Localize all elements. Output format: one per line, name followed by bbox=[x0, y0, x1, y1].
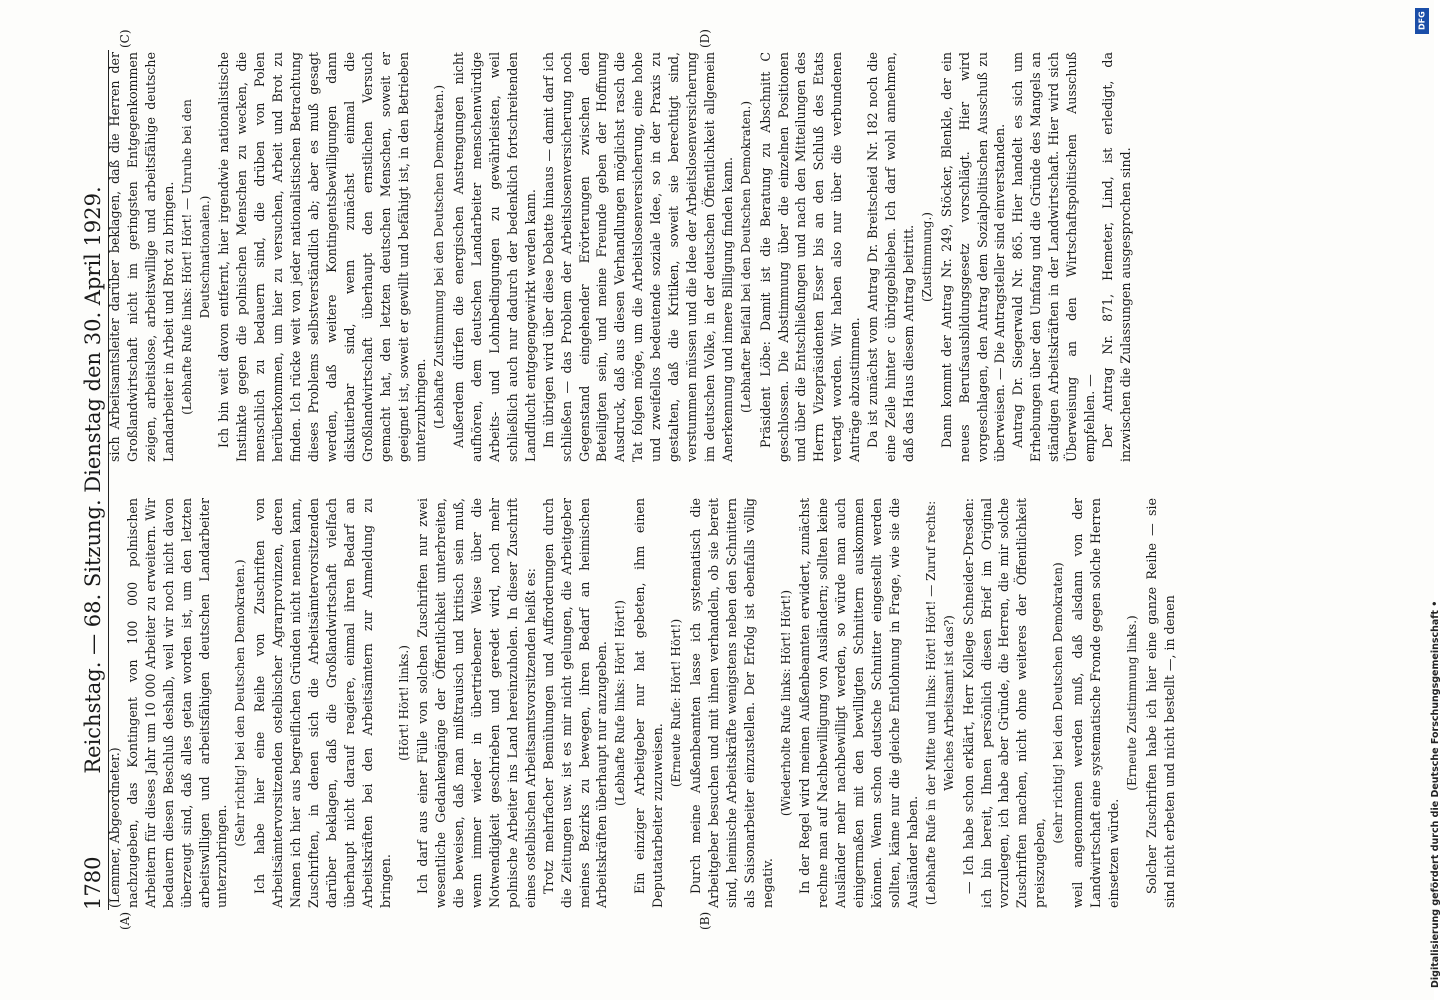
quoted-paragraph: Ein einziger Arbeitgeber nur hat gebeten, ihm einen Deputatarbeiter zuzuweisen. bbox=[632, 498, 666, 908]
right-text-column bbox=[106, 52, 1306, 462]
digitization-credit bbox=[1412, 8, 1441, 998]
page-header bbox=[78, 50, 109, 910]
margin-marker-a: (A) bbox=[118, 911, 132, 930]
interjection: (Lebhafte Rufe in der Mitte und links: Hört! Hört! — Zuruf rechts: Welches Arbeitsamt ist das?) bbox=[923, 500, 956, 906]
paragraph: weil angenommen werden muß, daß alsdann von der Landwirtschaft eine systematische Fronde gegen solche Herren einsetzen würde. bbox=[1070, 498, 1121, 908]
margin-marker-d: (D) bbox=[698, 29, 712, 48]
paragraph: Da ist zunächst vom Antrag Dr. Breitscheid Nr. 182 noch die eine Zeile hinter c übriggeblieben. Ich darf wohl annehmen, daß das Haus diesem Antrag beitritt. bbox=[865, 52, 916, 462]
paragraph: Im übrigen wird über diese Debatte hinaus — damit darf ich schließen — das Problem der Arbeitslosenversicherung noch Gegenstand eingehender Erörterungen zwischen den Beteiligten sein, und meine Freunde geben der Hoffnung Ausdruck, daß aus diesen Verhandlungen möglichst rasch die Tat folgen möge, um die Arbeitslosenversicherung, eine hohe und zweifellos bedeutende soziale Idee, so in der Praxis zu gestalten, daß die Kritiken, soweit sie berechtigt sind, verstummen müssen und die Idee der Arbeitslosenversicherung im deutschen Volke, in der deutschen Öffentlichkeit allgemein Anerkennung und innere Billigung finden kann. bbox=[540, 52, 735, 462]
quoted-paragraph: Durch meine Außenbeamten lasse ich systematisch die Arbeitgeber besuchen und mit ihnen verhandeln, ob sie bereit sind, heimische Arbeitskräfte wenigstens neben den Schnittern als Saisonarbeiter einzustellen. Der Erfolg ist ebenfalls völlig negativ. bbox=[688, 498, 775, 908]
interjection: (Sehr richtig! bei den Deutschen Demokraten.) bbox=[233, 559, 248, 847]
interjection: (Lebhafter Beifall bei den Deutschen Demokraten.) bbox=[738, 101, 753, 413]
page-number: 1780 bbox=[81, 856, 105, 910]
paragraph: Ich habe hier eine Reihe von Zuschriften von Arbeitsämtervorsitzenden ostelbischer Agrarprovinzen, deren Namen ich hier aus begreiflichen Gründen nicht nennen kann, Zuschriften, in denen sich die Arbeitsämtervorsitzenden darüber beklagen, daß die Großlandwirtschaft vielfach überhaupt nicht darauf reagiere, einmal ihren Bedarf an Arbeitskräften bei den Arbeitsämtern zur Anmeldung zu bringen. bbox=[252, 498, 393, 908]
interjection: (Lebhafte Zustimmung bei den Deutschen Demokraten.) bbox=[432, 85, 447, 430]
speaker-line: (Lemmer, Abgeordneter.) bbox=[107, 747, 122, 908]
session-title: Reichstag. — 68. Sitzung. Dienstag den 30. April 1929. bbox=[81, 186, 105, 774]
paragraph: — Ich habe schon erklärt, Herr Kollege Schneider-Dresden: ich bin bereit, Ihnen persönlich diesen Brief im Original vorzulegen, ich habe aber Gründe, die Herren, die mir solche Zuschriften machen, nicht ohne weiteres der Öffentlichkeit preiszugeben, bbox=[960, 498, 1048, 908]
president-statement: Präsident Löbe: Damit ist die Beratung zu Abschnitt C geschlossen. Die Abstimmung über die einzelnen Positionen und über die Entschließungen und nach den Mitteilungen des Herrn Vizepräsidenten Esser bis an den Schluß des Etats vertagt worden. Wir haben also nur über die verbundenen Anträge abzustimmen. bbox=[757, 52, 863, 462]
rotated-document-page bbox=[10, 0, 1410, 960]
paragraph: Ich bin weit davon entfernt, hier irgendwie nationalistische Instinkte gegen die polnischen Menschen zu wecken, die menschlich zu bedauern sind, die drüben von Polen herüberkommen, um hier zu versuchen, Arbeit und Brot zu finden. Ich rücke weit von jeder nationalistischen Betrachtung dieses Problems selbstverständlich ab; aber es muß gesagt werden, daß weitere Kontingentsbewilligungen dann diskutierbar sind, wenn zunächst einmal die Großlandwirtschaft überhaupt den ernstlichen Versuch gemacht hat, den letzten deutschen Menschen, soweit er geeignet ist, soweit er gewillt und befähigt ist, in den Betrieben unterzubringen. bbox=[216, 52, 429, 462]
paragraph: sich Arbeitsamtsleiter darüber beklagen, daß die Herren der Großlandwirtschaft nicht im geringsten Entgegenkommen zeigen, arbeitslose, arbeitswillige und arbeitsfähige deutsche Landarbeiter in Arbeit und Brot zu bringen. bbox=[107, 52, 176, 462]
paragraph: Ich darf aus einer Fülle von solchen Zuschriften nur zwei wesentliche Gedankengänge der Öffentlichkeit unterbreiten, die beweisen, daß man mißtrauisch und kritisch sein muß, wenn immer wieder in übertriebener Weise über die Notwendigkeit geschrieben und geredet wird, noch mehr polnische Arbeiter ins Land hereinzuholen. In dieser Zuschrift eines ostelbischen Arbeitsamtsvorsitzenden heißt es: bbox=[415, 498, 538, 908]
paragraph: nachzugeben, das Kontingent von 100 000 polnischen Arbeitern für dieses Jahr um 10 000 Arbeiter zu erweitern. Wir bedauern diesen Beschluß deshalb, weil wir noch nicht davon überzeugt sind, daß alles getan worden ist, um den letzten arbeitswilligen und arbeitsfähigen deutschen Landarbeiter unterzubringen. bbox=[124, 498, 230, 908]
paragraph: Solcher Zuschriften habe ich hier eine ganze Reihe — sie sind nicht erbeten und nicht bestellt —, in denen bbox=[1143, 498, 1177, 908]
interjection: (sehr richtig! bei den Deutschen Demokraten) bbox=[1051, 562, 1066, 844]
interjection: (Zustimmung.) bbox=[919, 212, 934, 302]
digitization-credit-text: Digitalisierung gefördert durch die Deutsche Forschungsgemeinschaft • bbox=[1430, 600, 1441, 988]
interjection: (Erneute Rufe: Hört! Hört!) bbox=[669, 618, 684, 788]
margin-marker-c: (C) bbox=[118, 29, 132, 48]
paragraph: Antrag Dr. Siegerwald Nr. 865. Hier handelt es sich um Erhebungen über den Umfang und die Gründe des Mangels an ständigen Arbeitskräften in der Landwirtschaft. Hier wird sich Überweisung an den Wirtschaftspolitischen Ausschuß empfehlen. — bbox=[1010, 52, 1097, 462]
margin-marker-b: (B) bbox=[698, 911, 712, 930]
interjection: (Erneute Zustimmung links.) bbox=[1124, 615, 1139, 791]
dfg-logo: DFG bbox=[1415, 8, 1429, 34]
paragraph: Außerdem dürfen die energischen Anstrengungen nicht aufhören, dem deutschen Landarbeiter menschenwürdige Arbeits- und Lohnbedingungen zu gewährleisten, weil schließlich auch nur dadurch der bedenklich fortschreitenden Landflucht entgegengewirkt werden kann. bbox=[451, 52, 538, 462]
interjection: (Lebhafte Rufe links: Hört! Hört!) bbox=[613, 600, 628, 806]
interjection: (Lebhafte Rufe links: Hört! Hört! — Unruhe bei den Deutschnationalen.) bbox=[179, 99, 212, 415]
paragraph: Der Antrag Nr. 871, Hemeter, Lind, ist erledigt, da inzwischen die Zulassungen ausgesprochen sind. bbox=[1099, 52, 1133, 462]
paragraph: Dann kommt der Antrag Nr. 249, Stöcker, Blenkle, der ein neues Berufsausbildungsgesetz vorschlägt. Hier wird vorgeschlagen, den Antrag dem Sozialpolitischen Ausschuß zu überweisen. — Die Antragsteller sind einverstanden. bbox=[938, 52, 1008, 462]
left-text-column bbox=[106, 498, 1306, 908]
quoted-paragraph: Trotz mehrfacher Bemühungen und Aufforderungen durch die Zeitungen usw. ist es mir nicht gelungen, die Arbeitgeber meines Bezirks zu bewegen, ihren Bedarf an heimischen Arbeitskräften überhaupt nur anzugeben. bbox=[540, 498, 610, 908]
interjection: (Wiederholte Rufe links: Hört! Hört!) bbox=[778, 589, 793, 817]
interjection: (Hört! Hört! links.) bbox=[396, 645, 411, 761]
quoted-paragraph: In der Regel wird meinen Außenbeamten erwidert, zunächst rechne man auf Nachbewilligung von Ausländern; sollten keine Ausländer mehr nachbewilligt werden, so würde man auch einigermaßen mit den bewilligten Schnittern auskommen können. Wenn schon deutsche Schnitter eingestellt werden sollten, käme nur die gleiche Entlohnung in Frage, wie sie die Ausländer haben. bbox=[797, 498, 920, 908]
